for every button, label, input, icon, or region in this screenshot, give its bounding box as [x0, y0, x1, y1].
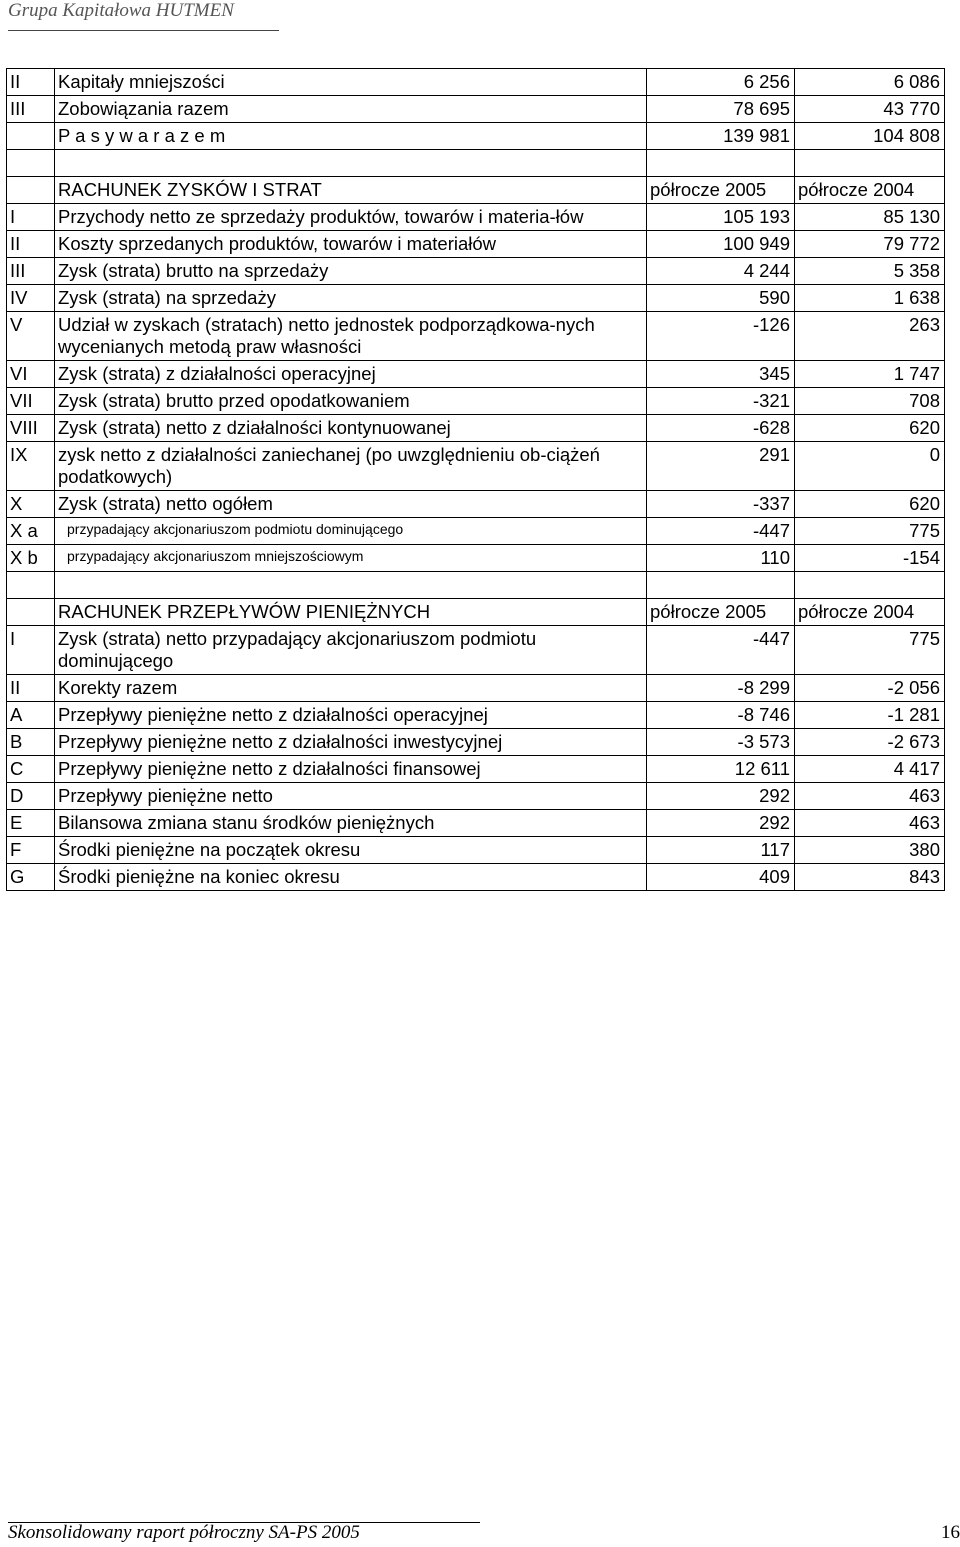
row-number: C — [7, 756, 55, 783]
row-number: E — [7, 810, 55, 837]
row-label: przypadający akcjonariuszom mniejszościowym — [55, 545, 647, 572]
row-label: Zysk (strata) netto ogółem — [55, 491, 647, 518]
table-row — [7, 312, 945, 361]
table-row — [7, 491, 945, 518]
empty-cell — [7, 599, 55, 626]
table-row — [7, 864, 945, 891]
row-label: P a s y w a r a z e m — [55, 123, 647, 150]
row-number: III — [7, 258, 55, 285]
table-row — [7, 69, 945, 96]
row-number: IV — [7, 285, 55, 312]
value-col2: 104 808 — [795, 123, 945, 150]
spacer-row — [7, 150, 945, 177]
row-label: Koszty sprzedanych produktów, towarów i materiałów — [55, 231, 647, 258]
table-row — [7, 442, 945, 491]
table-row — [7, 626, 945, 675]
value-col1: 409 — [647, 864, 795, 891]
table-row — [7, 810, 945, 837]
table-row — [7, 361, 945, 388]
row-number: III — [7, 96, 55, 123]
row-label: Zysk (strata) na sprzedaży — [55, 285, 647, 312]
table-row — [7, 518, 945, 545]
row-number: A — [7, 702, 55, 729]
empty-cell — [647, 572, 795, 599]
row-number: II — [7, 69, 55, 96]
value-col2: 463 — [795, 810, 945, 837]
table-row — [7, 258, 945, 285]
value-col1: -321 — [647, 388, 795, 415]
value-col2: 5 358 — [795, 258, 945, 285]
row-number — [7, 123, 55, 150]
table-row — [7, 702, 945, 729]
value-col1: -447 — [647, 626, 795, 675]
row-number: II — [7, 675, 55, 702]
page-number: 16 — [941, 1522, 960, 1543]
value-col1: 590 — [647, 285, 795, 312]
row-label: przypadający akcjonariuszom podmiotu dominującego — [55, 518, 647, 545]
value-col2: 1 638 — [795, 285, 945, 312]
value-col2: 380 — [795, 837, 945, 864]
empty-cell — [7, 572, 55, 599]
header-rule — [8, 30, 279, 31]
value-col1: -8 746 — [647, 702, 795, 729]
row-label: Kapitały mniejszości — [55, 69, 647, 96]
table-row — [7, 96, 945, 123]
empty-cell — [795, 150, 945, 177]
row-label: Zysk (strata) brutto na sprzedaży — [55, 258, 647, 285]
value-col2: -154 — [795, 545, 945, 572]
value-col2: 0 — [795, 442, 945, 491]
value-col2: 79 772 — [795, 231, 945, 258]
document-footer: Skonsolidowany raport półroczny SA-PS 2005 — [8, 1522, 360, 1543]
value-col2: -2 056 — [795, 675, 945, 702]
value-col2: 6 086 — [795, 69, 945, 96]
row-number: II — [7, 231, 55, 258]
row-number: VIII — [7, 415, 55, 442]
row-label: Zysk (strata) brutto przed opodatkowaniem — [55, 388, 647, 415]
value-col2: 708 — [795, 388, 945, 415]
section-header-row — [7, 599, 945, 626]
row-number: X a — [7, 518, 55, 545]
empty-cell — [647, 150, 795, 177]
value-col1: -3 573 — [647, 729, 795, 756]
row-number: F — [7, 837, 55, 864]
table-row — [7, 729, 945, 756]
row-number: B — [7, 729, 55, 756]
table-row — [7, 204, 945, 231]
row-label: Przepływy pieniężne netto z działalności operacyjnej — [55, 702, 647, 729]
value-col1: 12 611 — [647, 756, 795, 783]
empty-cell — [55, 572, 647, 599]
value-col2: 843 — [795, 864, 945, 891]
table-row — [7, 675, 945, 702]
row-label: Przychody netto ze sprzedaży produktów, towarów i materia-łów — [55, 204, 647, 231]
empty-cell — [55, 150, 647, 177]
financial-table — [6, 68, 945, 891]
value-col2: 620 — [795, 491, 945, 518]
value-col1: 117 — [647, 837, 795, 864]
value-col2: 4 417 — [795, 756, 945, 783]
value-col2: 43 770 — [795, 96, 945, 123]
row-label: Zobowiązania razem — [55, 96, 647, 123]
table-row — [7, 123, 945, 150]
row-number: G — [7, 864, 55, 891]
value-col1: -628 — [647, 415, 795, 442]
table-row — [7, 388, 945, 415]
value-col2: -1 281 — [795, 702, 945, 729]
value-col2: 463 — [795, 783, 945, 810]
empty-cell — [7, 150, 55, 177]
section-header-row — [7, 177, 945, 204]
value-col2: 775 — [795, 626, 945, 675]
value-col2: 263 — [795, 312, 945, 361]
row-label: Korekty razem — [55, 675, 647, 702]
column-header-2005: półrocze 2005 — [647, 599, 795, 626]
row-label: Udział w zyskach (stratach) netto jednostek podporządkowa-nych wycenianych metodą praw własności — [55, 312, 647, 361]
value-col1: 105 193 — [647, 204, 795, 231]
spacer-row — [7, 572, 945, 599]
value-col1: -8 299 — [647, 675, 795, 702]
column-header-2005: półrocze 2005 — [647, 177, 795, 204]
value-col1: 110 — [647, 545, 795, 572]
row-label: Przepływy pieniężne netto z działalności inwestycyjnej — [55, 729, 647, 756]
row-label: Środki pieniężne na początek okresu — [55, 837, 647, 864]
table-row — [7, 415, 945, 442]
value-col1: 139 981 — [647, 123, 795, 150]
table-row — [7, 756, 945, 783]
row-number: VI — [7, 361, 55, 388]
table-row — [7, 837, 945, 864]
row-label: Zysk (strata) netto przypadający akcjonariuszom podmiotu dominującego — [55, 626, 647, 675]
value-col2: -2 673 — [795, 729, 945, 756]
empty-cell — [795, 572, 945, 599]
document-header: Grupa Kapitałowa HUTMEN — [8, 0, 234, 21]
value-col1: -126 — [647, 312, 795, 361]
section-title: RACHUNEK ZYSKÓW I STRAT — [55, 177, 647, 204]
row-number: VII — [7, 388, 55, 415]
table-row — [7, 231, 945, 258]
value-col1: 100 949 — [647, 231, 795, 258]
row-label: Przepływy pieniężne netto z działalności finansowej — [55, 756, 647, 783]
row-label: Zysk (strata) z działalności operacyjnej — [55, 361, 647, 388]
row-number: X b — [7, 545, 55, 572]
value-col1: 345 — [647, 361, 795, 388]
row-label: Środki pieniężne na koniec okresu — [55, 864, 647, 891]
table-row — [7, 285, 945, 312]
table-row — [7, 783, 945, 810]
value-col2: 620 — [795, 415, 945, 442]
value-col1: 291 — [647, 442, 795, 491]
row-number: IX — [7, 442, 55, 491]
value-col1: 4 244 — [647, 258, 795, 285]
row-number: D — [7, 783, 55, 810]
row-number: I — [7, 204, 55, 231]
column-header-2004: półrocze 2004 — [795, 599, 945, 626]
value-col2: 85 130 — [795, 204, 945, 231]
value-col1: -337 — [647, 491, 795, 518]
value-col2: 775 — [795, 518, 945, 545]
row-label: Przepływy pieniężne netto — [55, 783, 647, 810]
financial-table-body — [7, 69, 945, 891]
value-col1: 78 695 — [647, 96, 795, 123]
value-col1: -447 — [647, 518, 795, 545]
value-col1: 292 — [647, 783, 795, 810]
value-col2: 1 747 — [795, 361, 945, 388]
value-col1: 6 256 — [647, 69, 795, 96]
section-title: RACHUNEK PRZEPŁYWÓW PIENIĘŻNYCH — [55, 599, 647, 626]
empty-cell — [7, 177, 55, 204]
row-number: X — [7, 491, 55, 518]
column-header-2004: półrocze 2004 — [795, 177, 945, 204]
value-col1: 292 — [647, 810, 795, 837]
row-label: Zysk (strata) netto z działalności kontynuowanej — [55, 415, 647, 442]
row-number: V — [7, 312, 55, 361]
table-row — [7, 545, 945, 572]
row-label: zysk netto z działalności zaniechanej (po uwzględnieniu ob-ciążeń podatkowych) — [55, 442, 647, 491]
row-number: I — [7, 626, 55, 675]
row-label: Bilansowa zmiana stanu środków pieniężnych — [55, 810, 647, 837]
